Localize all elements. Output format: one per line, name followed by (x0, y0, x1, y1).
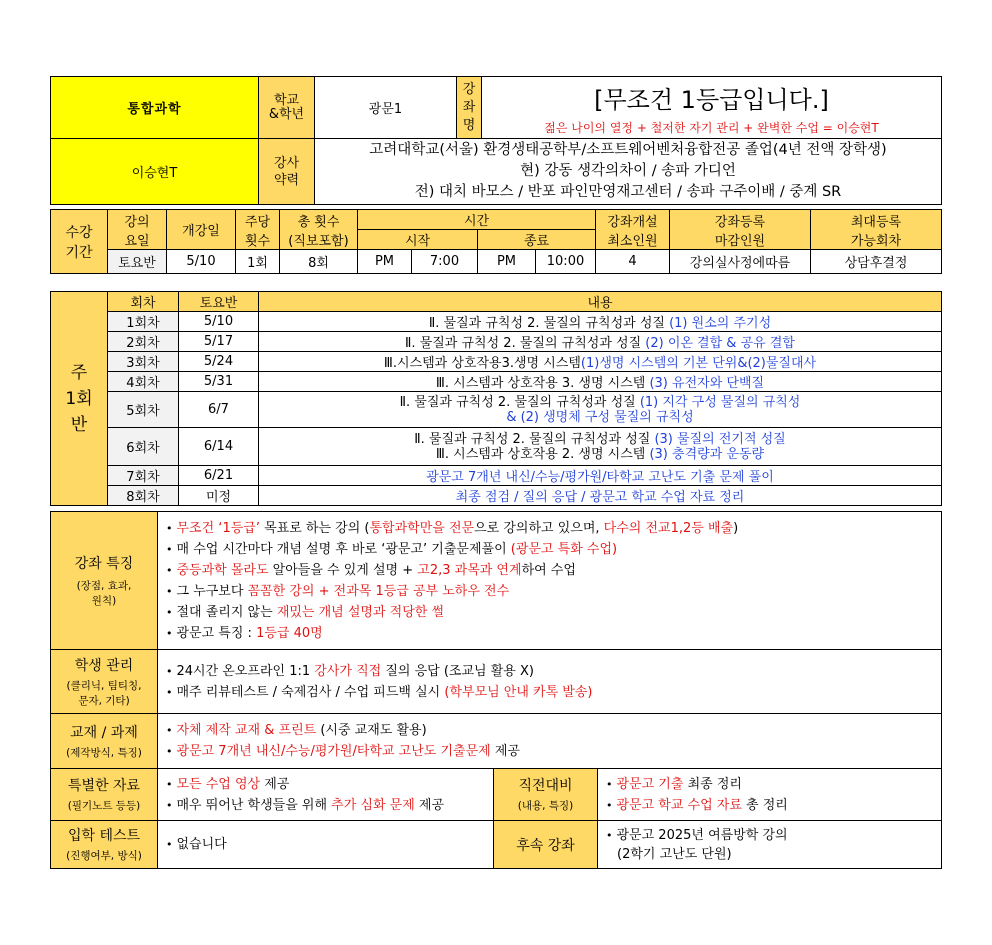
period-label: 수강 기간 (51, 210, 108, 274)
special-list (158, 769, 494, 821)
bullet-dot: • (166, 521, 173, 535)
header-date: 토요반 (179, 292, 259, 312)
bullet-text: 최종 정리 (683, 776, 742, 792)
bullet-text: 알아들을 수 있게 설명 + (268, 562, 418, 578)
bullet-dot: • (166, 745, 173, 758)
header-day: 강의 요일 (108, 210, 167, 250)
date-cell: 5/10 (179, 312, 259, 332)
bullet-text: 제공 (260, 776, 290, 792)
period-table (50, 209, 942, 274)
materials-list (158, 714, 942, 769)
content-cell: Ⅱ. 물질과 규칙성 2. 물질의 규칙성과 성질 (2) 이온 결합 & 공유 결합 (259, 332, 942, 352)
header-table (50, 76, 942, 205)
slogan-main: [무조건 1등급입니다.] (594, 85, 829, 114)
value-start-date: 5/10 (167, 250, 236, 274)
pre-exam-label: 직전대비 (내용, 특징) (494, 769, 598, 821)
content-cell: 최종 점검 / 질의 응답 / 광문고 학교 수업 자료 정리 (259, 486, 942, 506)
date-cell: 5/31 (179, 372, 259, 392)
date-cell: 6/14 (179, 428, 259, 466)
value-end-time: 10:00 (536, 250, 596, 274)
bullet-dot: • (166, 724, 173, 737)
management-label: 학생 관리 (클리닉, 팀티칭, 문자, 기타) (51, 650, 158, 714)
header-deadline: 강좌등록 마감인원 (670, 210, 811, 250)
value-start-ampm: PM (358, 250, 412, 274)
date-cell: 5/17 (179, 332, 259, 352)
followup-label: 후속 강좌 (494, 821, 598, 869)
bullet-item (606, 795, 933, 816)
session-cell: 2회차 (108, 332, 179, 352)
header-max: 최대등록 가능회차 (811, 210, 942, 250)
value-start-time: 7:00 (412, 250, 478, 274)
career-label: 강사 약력 (259, 139, 315, 205)
bullet-text: 광문고 특징 : (176, 625, 257, 641)
bullet-text: 다수의 전교1,2등 배출 (603, 520, 734, 536)
value-min: 4 (596, 250, 670, 274)
bullet-item (166, 682, 933, 703)
session-cell: 6회차 (108, 428, 179, 466)
header-session: 회차 (108, 292, 179, 312)
bullet-text: 매주 리뷰테스트 / 숙제검사 / 수업 피드백 실시 (176, 684, 445, 700)
bullet-dot: • (166, 605, 173, 619)
bullet-text: 광문고 학교 수업 자료 (616, 797, 742, 813)
bullet-text: 고2,3 과목과 연계 (417, 562, 522, 578)
bullet-item (606, 774, 933, 795)
followup-value: • 광문고 2025년 여름방학 강의 (2학기 고난도 단원) (598, 821, 942, 869)
slogan-sub: 젊은 나이의 열정 + 철저한 자기 관리 + 완벽한 수업 = 이승현T (544, 120, 879, 135)
bullet-text: 목표로 하는 강의 ( (259, 520, 370, 536)
bullet-item (166, 623, 933, 644)
header-content: 내용 (259, 292, 942, 312)
bullet-text: 추가 심화 문제 (331, 797, 415, 813)
bullet-text: (학부모님 안내 카톡 발송) (444, 684, 593, 700)
bullet-text: 하여 수업 (521, 562, 576, 578)
content-cell: Ⅱ. 물질과 규칙성 2. 물질의 규칙성과 성질 (1) 원소의 주기성 (259, 312, 942, 332)
bullet-item (166, 602, 933, 623)
pre-exam-list (598, 769, 942, 821)
bullet-text: 광문고 기출 (616, 776, 684, 792)
bullet-dot: • (166, 798, 173, 812)
date-cell: 6/7 (179, 392, 259, 428)
teacher-name: 이승현T (51, 139, 259, 205)
bullet-text: 자체 제작 교재 & 프린트 (176, 723, 317, 738)
bullet-text: 중등과학 몰라도 (176, 562, 269, 578)
bullet-text: 절대 졸리지 않는 (176, 604, 277, 620)
header-time-end: 종료 (478, 230, 596, 250)
session-cell: 5회차 (108, 392, 179, 428)
bullet-text: 모든 수업 영상 (176, 776, 261, 792)
bullet-dot: • (166, 584, 173, 598)
bullet-item (166, 581, 933, 602)
school-label: 학교 &학년 (259, 77, 315, 139)
bullet-text: 그 누구보다 (176, 583, 248, 599)
bullet-text: 24시간 온오프라인 1:1 (176, 663, 315, 679)
entrance-label: 입학 테스트 (진행여부, 방식) (51, 821, 158, 869)
bullet-item (166, 795, 485, 816)
bullet-text: 매우 뛰어난 학생들을 위해 (176, 797, 332, 813)
content-cell: Ⅲ. 시스템과 상호작용 3. 생명 시스템 (3) 유전자와 단백질 (259, 372, 942, 392)
date-cell: 미정 (179, 486, 259, 506)
subject-title: 통합과학 (51, 77, 259, 139)
session-cell: 3회차 (108, 352, 179, 372)
schedule-table (50, 291, 942, 506)
session-cell: 4회차 (108, 372, 179, 392)
school-value: 광문1 (315, 77, 457, 139)
bullet-item (166, 774, 485, 795)
features-table (50, 511, 942, 869)
bullet-dot: • (166, 563, 173, 577)
bullet-text: 무조건 ‘1등급’ (176, 520, 260, 536)
bullet-item (166, 560, 933, 581)
management-list (158, 650, 942, 714)
value-weekly: 1회 (236, 250, 280, 274)
session-cell: 1회차 (108, 312, 179, 332)
bullet-dot: • (606, 777, 613, 791)
value-day: 토요반 (108, 250, 167, 274)
bullet-text: (광문고 특화 수업) (510, 541, 618, 557)
features-label: 강좌 특징 (장점, 효과, 원칙) (51, 512, 158, 650)
special-label: 특별한 자료 (필기노트 등등) (51, 769, 158, 821)
value-total: 8회 (280, 250, 358, 274)
lecture-name (482, 77, 942, 139)
lecture-name-label: 강 좌 명 (457, 77, 482, 139)
header-min: 강좌개설 최소인원 (596, 210, 670, 250)
bullet-item (166, 720, 933, 741)
header-total: 총 횟수 (직보포함) (280, 210, 358, 250)
career-line: 고려대학교(서울) 환경생태공학부/소프트웨어벤처융합전공 졸업(4년 전액 장학생) (369, 142, 887, 158)
date-cell: 5/24 (179, 352, 259, 372)
bullet-text: ) (733, 520, 739, 536)
materials-label: 교재 / 과제 (제작방식, 특징) (51, 714, 158, 769)
value-deadline: 강의실사정에따름 (670, 250, 811, 274)
entrance-value: • 없습니다 (158, 821, 494, 869)
content-cell: Ⅱ. 물질과 규칙성 2. 물질의 규칙성과 성질 (1) 지각 구성 물질의 규칙성 & (2) 생명체 구성 물질의 규칙성 (259, 392, 942, 428)
bullet-dot: • (166, 777, 173, 791)
bullet-text: 재밌는 개념 설명과 적당한 썰 (276, 604, 445, 620)
bullet-item (166, 539, 933, 560)
career-list (315, 139, 942, 205)
bullet-text: 으로 강의하고 있으며, (474, 520, 604, 536)
date-cell: 6/21 (179, 466, 259, 486)
bullet-dot: • (606, 798, 613, 812)
career-line: 현) 강동 생각의차이 / 송파 가디언 (520, 163, 736, 179)
bullet-text: 제공 (490, 744, 520, 759)
bullet-text: 강사가 직접 (314, 663, 382, 679)
value-max: 상담후결정 (811, 250, 942, 274)
career-line: 전) 대치 바모스 / 반포 파인만영재고센터 / 송파 구주이배 / 중계 SR (414, 184, 842, 200)
header-weekly: 주당 횟수 (236, 210, 280, 250)
bullet-dot: • (166, 664, 173, 678)
bullet-text: 총 정리 (741, 797, 788, 813)
bullet-text: 질의 응답 (조교님 활용 X) (381, 663, 534, 679)
header-start-date: 개강일 (167, 210, 236, 250)
content-cell: Ⅲ.시스템과 상호작용3.생명 시스템(1)생명 시스템의 기본 단위&(2)물질대사 (259, 352, 942, 372)
bullet-text: 매 수업 시간마다 개념 설명 후 바로 ‘광문고’ 기출문제풀이 (176, 541, 511, 557)
bullet-text: 제공 (414, 797, 445, 813)
session-cell: 8회차 (108, 486, 179, 506)
bullet-text: 통합과학만을 전문 (369, 520, 475, 536)
bullet-item (166, 661, 933, 682)
content-cell: 광문고 7개년 내신/수능/평가원/타학교 고난도 기출 문제 풀이 (259, 466, 942, 486)
bullet-text: 광문고 7개년 내신/수능/평가원/타학교 고난도 기출문제 (176, 744, 491, 759)
bullet-dot: • (166, 626, 173, 640)
bullet-text: 1등급 40명 (256, 625, 323, 641)
bullet-text: 꼼꼼한 강의 + 전과목 1등급 공부 노하우 전수 (247, 583, 510, 599)
header-time: 시간 (358, 210, 596, 230)
value-end-ampm: PM (478, 250, 536, 274)
schedule-side-label: 주 1회 반 (51, 292, 108, 506)
features-list (158, 512, 942, 650)
session-cell: 7회차 (108, 466, 179, 486)
content-cell: Ⅱ. 물질과 규칙성 2. 물질의 규칙성과 성질 (3) 물질의 전기적 성질 Ⅲ. 시스템과 상호작용 2. 생명 시스템 (3) 충격량과 운동량 (259, 428, 942, 466)
bullet-dot: • (166, 542, 173, 556)
bullet-text: (시중 교재도 활용) (316, 723, 427, 738)
bullet-dot: • (166, 685, 173, 699)
header-time-start: 시작 (358, 230, 478, 250)
bullet-item (166, 518, 933, 539)
bullet-item (166, 741, 933, 762)
